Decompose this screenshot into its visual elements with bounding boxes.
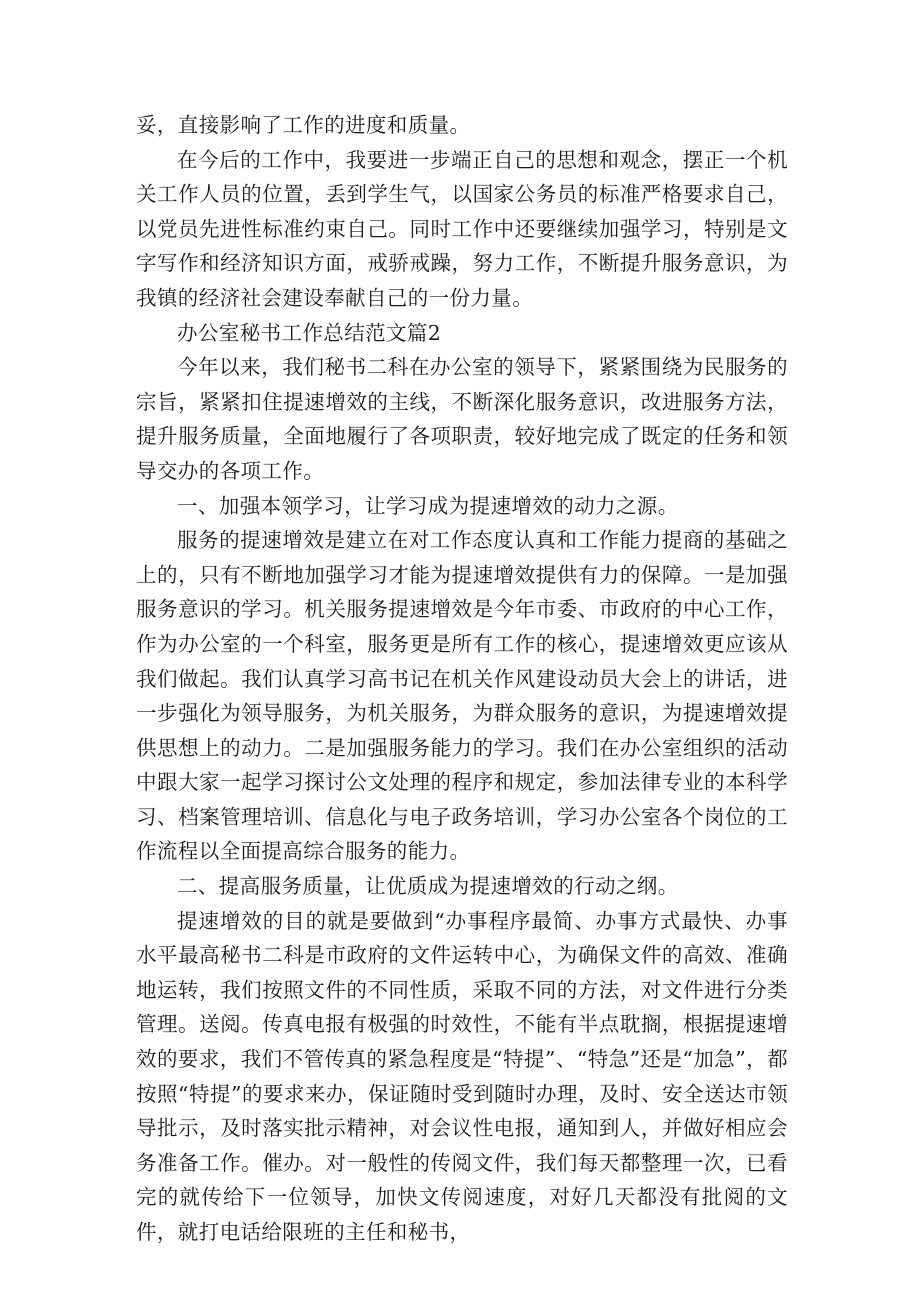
heading-two: 二、提高服务质量，让优质成为提速增效的行动之纲。 — [177, 874, 679, 899]
paragraph-intro: 今年以来，我们秘书二科在办公室的领导下，紧紧围绕为民服务的宗旨，紧紧扣住提速增效的主线，不断深化服务意识，改进服务方法，提升服务质量，全面地履行了各项职责，较好地完成了既定的任务和领导交办的各项工作。 — [136, 355, 788, 483]
paragraph-continuation: 妥，直接影响了工作的进度和质量。 — [136, 113, 471, 137]
section-title: 办公室秘书工作总结范文篇2 — [177, 320, 442, 345]
document-body — [136, 108, 788, 1250]
paragraph-future-work: 在今后的工作中，我要进一步端正自己的思想和观念，摆正一个机关工作人员的位置，丢到学生气，以国家公务员的标准严格要求自己，以党员先进性标准约束自己。同时工作中还要继续加强学习，特别是文字写作和经济知识方面，戒骄戒躁，努力工作，不断提升服务意识，为我镇的经济社会建设奉献自己的一份力量。 — [136, 147, 788, 310]
heading-one: 一、加强本领学习，让学习成为提速增效的动力之源。 — [177, 493, 679, 518]
paragraph-quality: 提速增效的目的就是要做到“办事程序最简、办事方式最快、办事水平最高秘书二科是市政府的文件运转中心，为确保文件的高效、准确地运转，我们按照文件的不同性质，采取不同的方法，对文件进行分类管理。送阅。传真电报有极强的时效性，不能有半点耽搁，根据提速增效的要求，我们不管传真的紧急程度是“特提”、“特急”还是“加急”，都按照“特提”的要求来办，保证随时受到随时办理，及时、安全送达市领导批示，及时落实批示精神，对会议性电报，通知到人，并做好相应会务准备工作。催办。对一般性的传阅文件，我们每天都整理一次，已看完的就传给下一位领导，加快文传阅速度，对好几天都没有批阅的文件，就打电话给限班的主任和秘书， — [136, 908, 788, 1244]
paragraph-learning: 服务的提速增效是建立在对工作态度认真和工作能力提商的基础之上的，只有不断地加强学习才能为提速增效提供有力的保障。一是加强服务意识的学习。机关服务提速增效是今年市委、市政府的中心工作，作为办公室的一个科室，服务更是所有工作的核心，提速增效更应该从我们做起。我们认真学习高书记在机关作风建设动员大会上的讲话，进一步强化为领导服务，为机关服务，为群众服务的意识，为提速增效提供思想上的动力。二是加强服务能力的学习。我们在办公室组织的活动中跟大家一起学习探讨公文处理的程序和规定，参加法律专业的本科学习、档案管理培训、信息化与电子政务培训，学习办公室各个岗位的工作流程以全面提高综合服务的能力。 — [136, 528, 788, 864]
